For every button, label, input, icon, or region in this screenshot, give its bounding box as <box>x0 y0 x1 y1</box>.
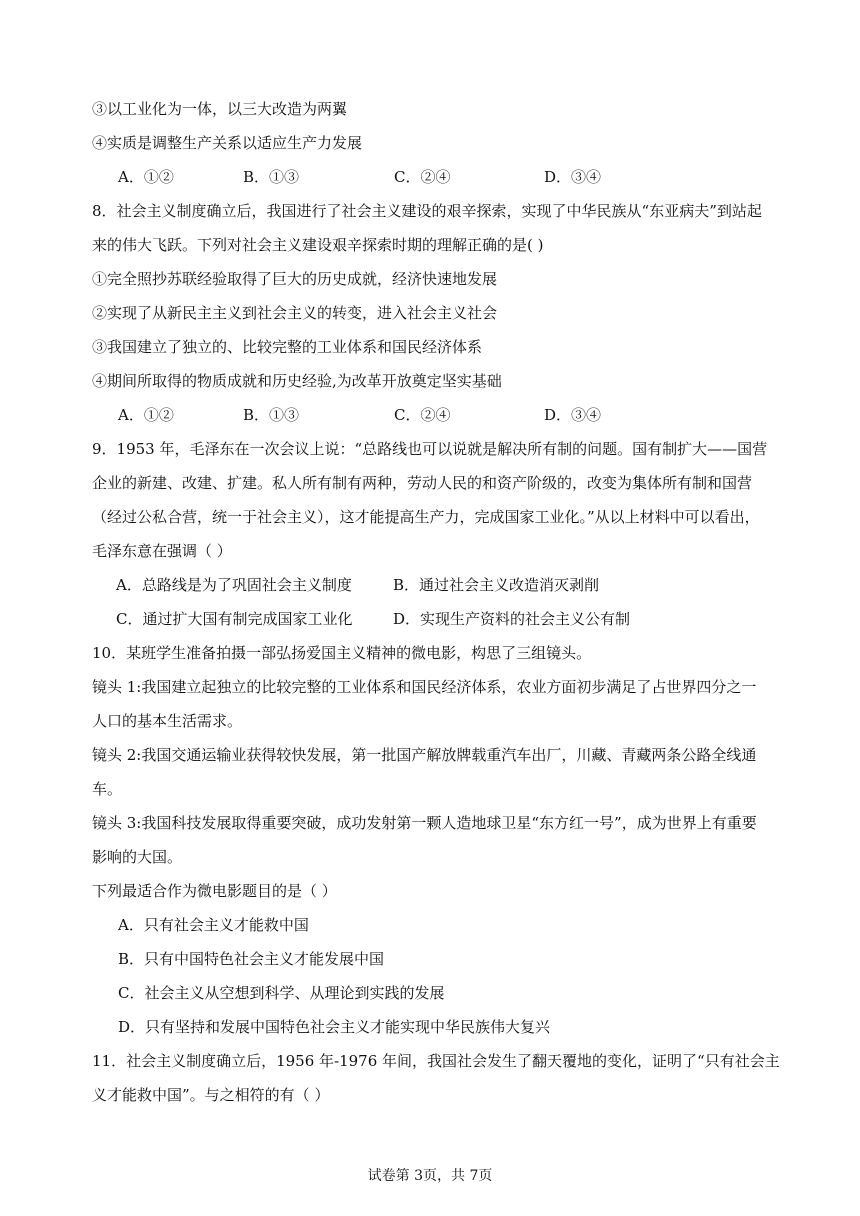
q7-option-c: C．②④ <box>394 168 451 186</box>
q10-option-c: C．社会主义从空想到科学、从理论到实践的发展 <box>118 984 445 1002</box>
q10-shot-3-line-2: 影响的大国。 <box>92 848 183 866</box>
q8-statement-3: ③我国建立了独立的、比较完整的工业体系和国民经济体系 <box>92 338 483 356</box>
q10-option-b: B．只有中国特色社会主义才能发展中国 <box>118 950 385 968</box>
q9-stem-line-3: （经过公私合营，统一于社会主义），这才能提高生产力，完成国家工业化。”从以上材料中可以看出， <box>92 508 760 526</box>
q8-option-a: A．①② <box>118 406 174 424</box>
q8-statement-2: ②实现了从新民主主义到社会主义的转变，进入社会主义社会 <box>92 304 498 322</box>
q9-option-a: A．总路线是为了巩固社会主义制度 <box>116 576 352 594</box>
q9-option-d: D．实现生产资料的社会主义公有制 <box>393 610 631 628</box>
q9-option-b: B．通过社会主义改造消灭剥削 <box>393 576 600 594</box>
q11-stem-line-1: 11．社会主义制度确立后，1956 年-1976 年间，我国社会发生了翻天覆地的变化，证明了“只有社会主 <box>92 1052 780 1070</box>
q8-stem-line-1: 8．社会主义制度确立后，我国进行了社会主义建设的艰辛探索，实现了中华民族从“东亚病夫”到站起 <box>92 202 762 220</box>
page-footer: 试卷第 3页，共 7页 <box>367 1168 493 1184</box>
q10-option-d: D．只有坚持和发展中国特色社会主义才能实现中华民族伟大复兴 <box>118 1018 551 1036</box>
q9-option-c: C．通过扩大国有制完成国家工业化 <box>116 610 353 628</box>
q10-shot-3-line-1: 镜头 3:我国科技发展取得重要突破，成功发射第一颗人造地球卫星“东方红一号”，成为世界上有重要 <box>92 814 757 832</box>
q10-question: 下列最适合作为微电影题目的是（ ） <box>92 882 337 900</box>
q7-statement-4: ④实质是调整生产关系以适应生产力发展 <box>92 134 363 152</box>
q8-statement-1: ①完全照抄苏联经验取得了巨大的历史成就，经济快速地发展 <box>92 270 498 288</box>
q10-shot-1-line-1: 镜头 1:我国建立起独立的比较完整的工业体系和国民经济体系，农业方面初步满足了占世界四分之一 <box>92 678 757 696</box>
q8-statement-4: ④期间所取得的物质成就和历史经验,为改革开放奠定坚实基础 <box>92 372 502 390</box>
q7-option-b: B．①③ <box>243 168 300 186</box>
q7-option-a: A．①② <box>118 168 174 186</box>
q8-stem-line-2: 来的伟大飞跃。下列对社会主义建设艰辛探索时期的理解正确的是( ) <box>92 236 544 254</box>
q9-stem-line-2: 企业的新建、改建、扩建。私人所有制有两种，劳动人民的和资产阶级的，改变为集体所有制和国营 <box>92 474 753 492</box>
q10-shot-2-line-1: 镜头 2:我国交通运输业获得较快发展，第一批国产解放牌载重汽车出厂，川藏、青藏两条公路全线通 <box>92 746 757 764</box>
q9-stem-line-1: 9．1953 年，毛泽东在一次会议上说：“总路线也可以说就是解决所有制的问题。国有制扩大——国营 <box>92 440 768 458</box>
q7-option-d: D．③④ <box>544 168 602 186</box>
q7-statement-3: ③以工业化为一体，以三大改造为两翼 <box>92 100 348 118</box>
q9-stem-line-4: 毛泽东意在强调（ ） <box>92 542 232 560</box>
q8-option-b: B．①③ <box>243 406 300 424</box>
q8-option-d: D．③④ <box>544 406 602 424</box>
q10-option-a: A．只有社会主义才能救中国 <box>118 916 309 934</box>
q11-stem-line-2: 义才能救中国”。与之相符的有（ ） <box>92 1086 330 1104</box>
q10-shot-1-line-2: 人口的基本生活需求。 <box>92 712 243 730</box>
q10-stem: 10．某班学生准备拍摄一部弘扬爱国主义精神的微电影，构思了三组镜头。 <box>92 644 592 662</box>
q8-option-c: C．②④ <box>394 406 451 424</box>
q10-shot-2-line-2: 车。 <box>92 780 123 798</box>
